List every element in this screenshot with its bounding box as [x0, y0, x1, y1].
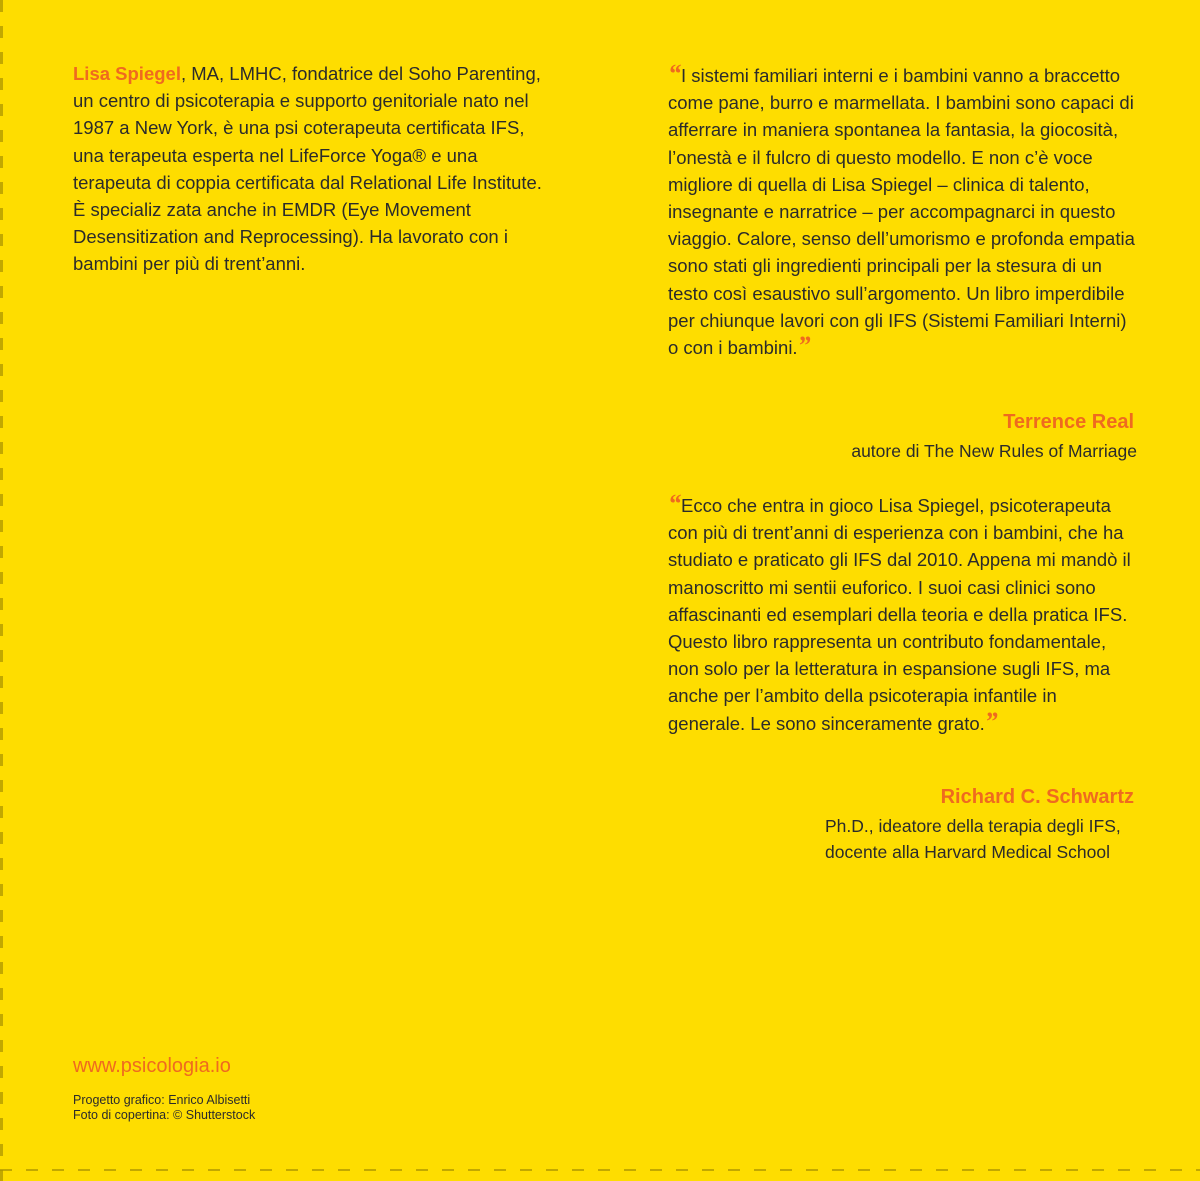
- role-line: docente alla Harvard Medical School: [825, 842, 1111, 862]
- quote-text: Ecco che entra in gioco Lisa Spiegel, psicoterapeuta con più di trent’anni di esperienza con i bambini, che ha studiato e praticato gli IFS dal 2010. Appena mi mandò il manoscritto mi sentii euforico. I suoi casi clinici sono affascinanti ed esemplari della teoria e della pratica IFS. Questo libro rappresenta un contributo fondamentale, non solo per la letteratura in espansione sugli IFS, ma anche per l’ambito della psicoterapia infantile in generale. Le sono sinceramente grato.: [668, 495, 1131, 734]
- credit-line: Foto di copertina: © Shutterstock: [73, 1108, 256, 1122]
- role-line: autore di The New Rules of Marriage: [851, 441, 1137, 461]
- quote-author-2: Richard C. Schwartz: [940, 786, 1134, 808]
- open-quote-mark: “: [668, 59, 681, 88]
- crop-mark-left: [0, 0, 3, 1181]
- quote-author-role-1: [851, 438, 1137, 464]
- testimonial-quote-2: [668, 489, 1138, 737]
- author-bio: [73, 60, 543, 278]
- quote-text: I sistemi familiari interni e i bambini vanno a braccetto come pane, burro e marmellata. I bambini sono capaci di afferrare in maniera spontanea la fantasia, la giocosità, l’onestà e il fulcro di questo modello. E non c’è voce migliore di quella di Lisa Spiegel – clinica di talento, insegnante e narratrice – per accompagnarci in questo viaggio. Calore, senso dell’umorismo e profonda empatia sono stati gli ingredienti principali per la stesura di un testo così esaustivo sull’argomento. Un libro imperdibile per chiunque lavori con gli IFS (Sistemi Familiari Interni) o con i bambini.: [668, 65, 1135, 359]
- credits: [73, 1093, 255, 1123]
- role-line: Ph.D., ideatore della terapia degli IFS,: [825, 816, 1121, 836]
- publisher-website: www.psicologia.io: [73, 1055, 231, 1077]
- quote-author-role-2: [825, 813, 1137, 865]
- bio-author-name: Lisa Spiegel: [73, 63, 181, 84]
- crop-mark-bottom: [0, 1169, 1200, 1171]
- testimonial-quote-1: [668, 59, 1138, 361]
- quote-author-1: Terrence Real: [1003, 411, 1134, 433]
- close-quote-mark: ”: [984, 706, 998, 736]
- credit-line: Progetto grafico: Enrico Albisetti: [73, 1093, 251, 1107]
- bio-text: , MA, LMHC, fondatrice del Soho Parenting, un centro di psicoterapia e supporto genitoriale nato nel 1987 a New York, è una psi coterapeuta certificata IFS, una terapeuta esperta nel LifeForce Yoga® e una terapeuta di coppia certificata dal Relational Life Institute. È specializ zata anche in EMDR (Eye Movement Desensitization and Reprocessing). Ha lavorato con i bambini per più di trent’anni.: [73, 63, 542, 275]
- close-quote-mark: ”: [797, 331, 811, 361]
- open-quote-mark: “: [668, 489, 681, 518]
